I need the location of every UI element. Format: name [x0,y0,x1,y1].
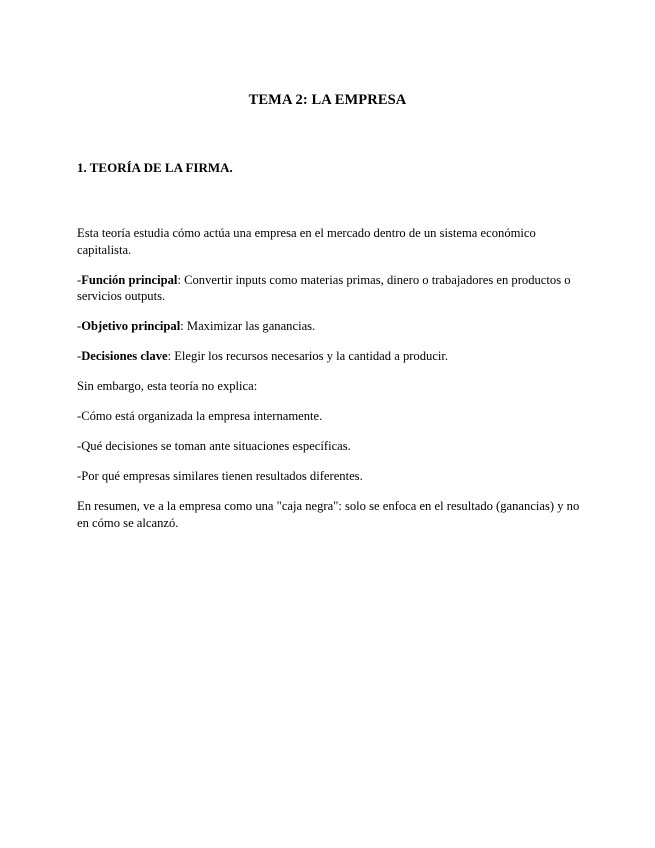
item-text: : Maximizar las ganancias. [180,319,316,333]
item-text: : Convertir inputs como materias primas, dinero o trabajadores en productos o servicios outputs. [77,272,571,303]
item-prefix: - [77,319,82,333]
item-text: : Elegir los recursos necesarios y la cantidad a producir. [167,349,449,363]
document-title: TEMA 2: LA EMPRESA [248,92,407,108]
intro-paragraph: Esta teoría estudia cómo actúa una empresa en el mercado dentro de un sistema económico capitalista. [77,226,536,257]
limitation-item: -Por qué empresas similares tienen resultados diferentes. [77,469,363,483]
item-objective [77,318,582,335]
limitation-item: -Cómo está organizada la empresa internamente. [77,409,323,423]
summary-paragraph: En resumen, ve a la empresa como una "caja negra": solo se enfoca en el resultado (ganancias) y no en cómo se alcanzó. [77,499,580,530]
item-label: Objetivo principal [81,319,181,333]
limitation-item: -Qué decisiones se toman ante situaciones específicas. [77,439,351,453]
section-heading: 1. TEORÍA DE LA FIRMA. [77,160,233,175]
item-prefix: - [77,272,82,287]
item-label: Función principal [81,272,178,287]
limitation-intro: Sin embargo, esta teoría no explica: [77,379,258,393]
item-function [77,272,582,305]
item-label: Decisiones clave [81,349,168,363]
document-body [77,225,582,545]
item-prefix: - [77,349,82,363]
item-decisions [77,348,582,365]
